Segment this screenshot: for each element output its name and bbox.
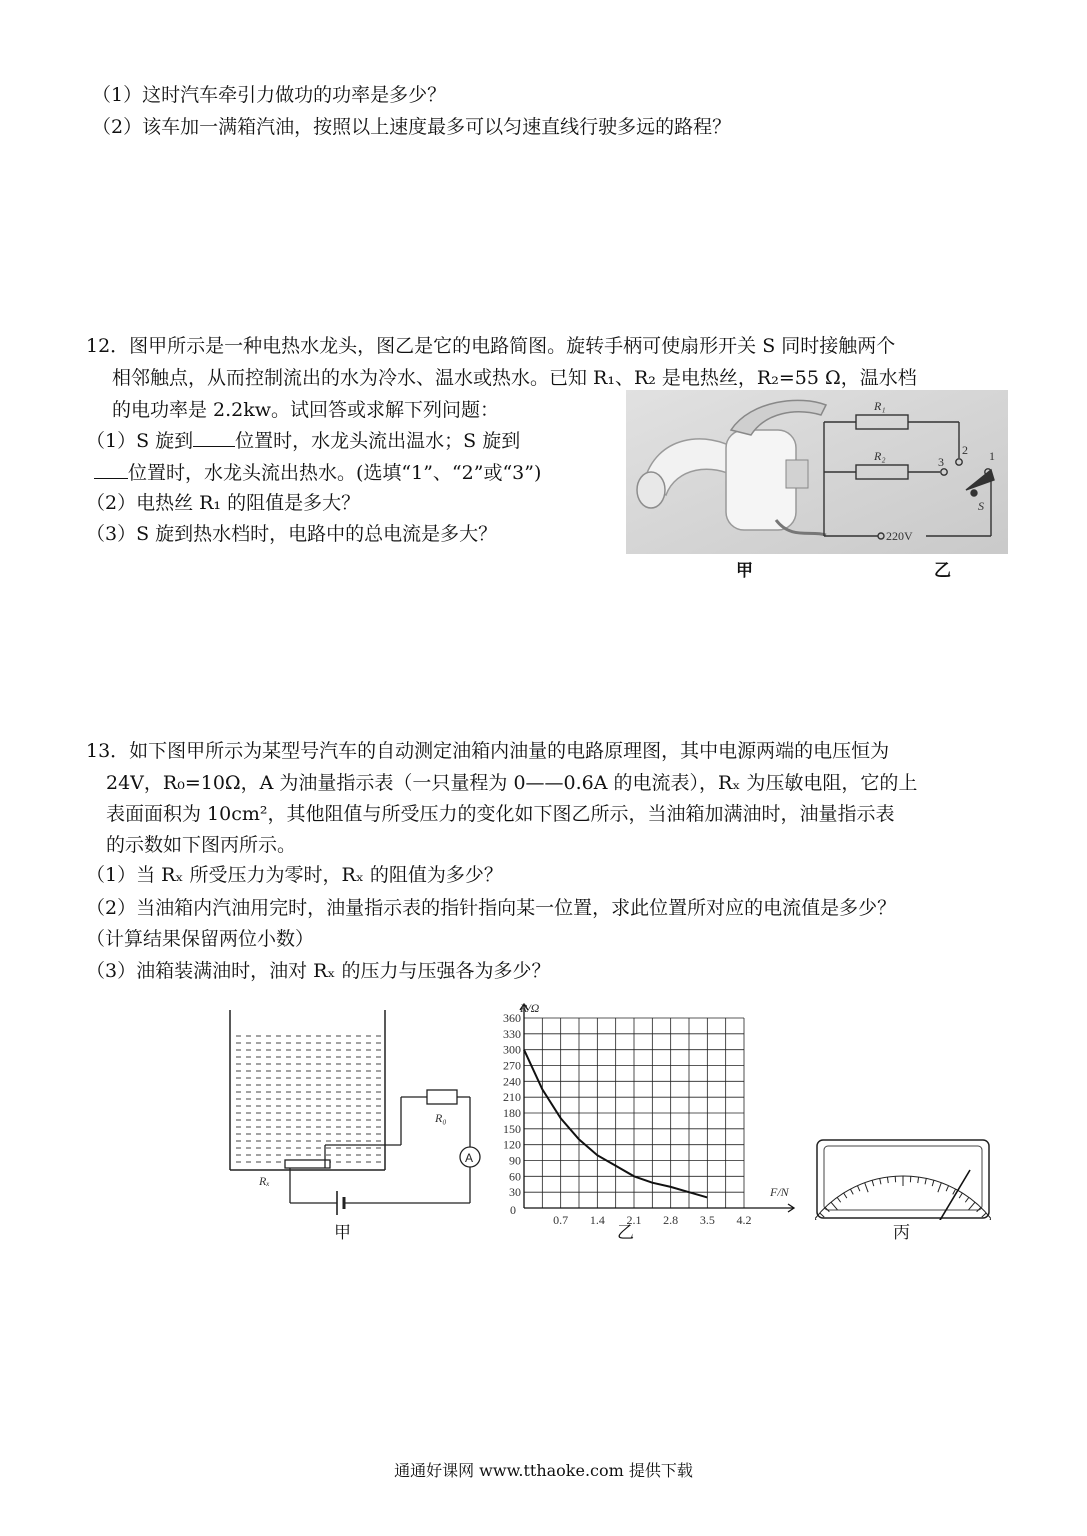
q13-sub2-note: （计算结果保留两位小数） (86, 928, 315, 950)
y-tick-label: 270 (503, 1058, 521, 1073)
label-s: S (978, 499, 984, 513)
chart-y-ticks (503, 1011, 521, 1199)
q11-part1: （1）这时汽车牵引力做功的功率是多少？ (92, 84, 447, 106)
dial-tick (815, 1219, 819, 1220)
q12-sub1-c: 位置时，水龙头流出热水。(选填“1”、“2”或“3”) (128, 462, 542, 484)
page-footer: 通通好课网 www.tthaoke.com 提供下载 (394, 1461, 693, 1480)
y-tick-label: 120 (503, 1137, 521, 1152)
q13-line4: 的示数如下图丙所示。 (106, 834, 297, 856)
q13-sub3: （3）油箱装满油时，油对 Rₓ 的压力与压强各为多少？ (86, 960, 551, 982)
y-tick-label: 360 (503, 1011, 521, 1025)
chart-ylabel: R/Ω (520, 1001, 540, 1015)
contact-3: 3 (938, 455, 944, 469)
fig12-yi-label: 乙 (934, 561, 951, 581)
q12-line2: 相邻触点，从而控制流出的水为冷水、温水或热水。已知 R₁、R₂ 是电热丝，R₂=55 Ω，温水档 (112, 367, 917, 389)
q13-line2: 24V，R₀=10Ω，A 为油量指示表（一只量程为 0——0.6A 的电流表），Rₓ 为压敏电阻，它的上 (106, 772, 918, 794)
axis-lines (520, 1004, 794, 1212)
q12-sub1-cont (94, 460, 541, 486)
fuel-tank-circuit (215, 1005, 495, 1240)
x-tick-label: 4.2 (736, 1213, 752, 1227)
label-r2: R₂ (874, 449, 886, 463)
fig13-yi-label: 乙 (617, 1223, 634, 1243)
q12-sub1-a: （1）S 旋到 (86, 430, 194, 452)
q11-part2: （2）该车加一满箱汽油，按照以上速度最多可以匀速直线行驶多远的路程？ (92, 116, 732, 138)
y-tick-label: 30 (509, 1185, 521, 1200)
fig12-jia-label: 甲 (736, 561, 753, 581)
fig13-jia-label: 甲 (334, 1223, 351, 1243)
q12-sub2: （2）电热丝 R₁ 的阻值是多大？ (86, 492, 361, 514)
faucet-figure (626, 390, 1008, 554)
q12-sub3: （3）S 旋到热水档时，电路中的总电流是多大？ (86, 523, 498, 545)
dial-tick (987, 1219, 991, 1220)
label-r1: R₁ (874, 399, 886, 413)
q13-sub2: （2）当油箱内汽油用完时，油量指示表的指针指向某一位置，求此位置所对应的电流值是多少？ (86, 897, 897, 919)
ammeter-label: A (465, 1151, 474, 1165)
y-tick-label: 330 (503, 1026, 521, 1041)
x-tick-label: 1.4 (589, 1213, 605, 1227)
y-tick-label: 60 (509, 1169, 521, 1184)
q12-sub1-b: 位置时，水龙头流出温水；S 旋到 (235, 430, 521, 452)
label-220v: 220V (886, 529, 913, 543)
y-tick-label: 90 (509, 1153, 521, 1168)
resistance-force-chart (480, 1000, 800, 1232)
x-tick-label: 3.5 (699, 1213, 715, 1227)
label-r0: R₀ (435, 1111, 447, 1125)
resistor-r0 (427, 1090, 457, 1104)
q12-line3: 的电功率是 2.2kw。试回答或求解下列问题： (112, 399, 500, 421)
q13-line3: 表面面积为 10cm²，其他阻值与所受压力的变化如下图乙所示，当油箱加满油时，油量指示表 (106, 803, 895, 825)
q12-sub1 (86, 428, 520, 454)
label-rx: Rₓ (259, 1174, 270, 1188)
q13-line1: 13．如下图甲所示为某型号汽车的自动测定油箱内油量的电路原理图，其中电源两端的电压恒为 (86, 740, 890, 762)
contact-1: 1 (989, 449, 995, 463)
x-tick-label: 0.7 (553, 1213, 569, 1227)
ammeter-dial (815, 1138, 991, 1220)
answer-blank-2[interactable] (94, 460, 128, 479)
x-tick-label: 2.1 (626, 1213, 642, 1227)
x-tick-label: 2.8 (663, 1213, 679, 1227)
contact-2: 2 (962, 443, 968, 457)
pressure-sensor-rx (285, 1160, 330, 1168)
q12-line1: 12．图甲所示是一种电热水龙头，图乙是它的电路简图。旋转手柄可使扇形开关 S 同时接触两个 (86, 335, 896, 357)
y-tick-label: 300 (503, 1042, 521, 1057)
y-tick-label: 180 (503, 1106, 521, 1120)
y-tick-label: 210 (503, 1090, 521, 1105)
chart-origin-label: 0 (510, 1203, 516, 1217)
y-tick-label: 150 (503, 1121, 521, 1136)
fig13-bing-label: 丙 (893, 1223, 910, 1243)
fuel-liquid (233, 1035, 382, 1168)
q13-sub1: （1）当 Rₓ 所受压力为零时，Rₓ 的阻值为多少？ (86, 864, 503, 886)
answer-blank-1[interactable] (193, 428, 235, 447)
y-tick-label: 240 (503, 1074, 521, 1089)
chart-axes (520, 1004, 794, 1212)
chart-xlabel: F/N (770, 1185, 789, 1199)
chart-x-ticks (553, 1213, 751, 1227)
